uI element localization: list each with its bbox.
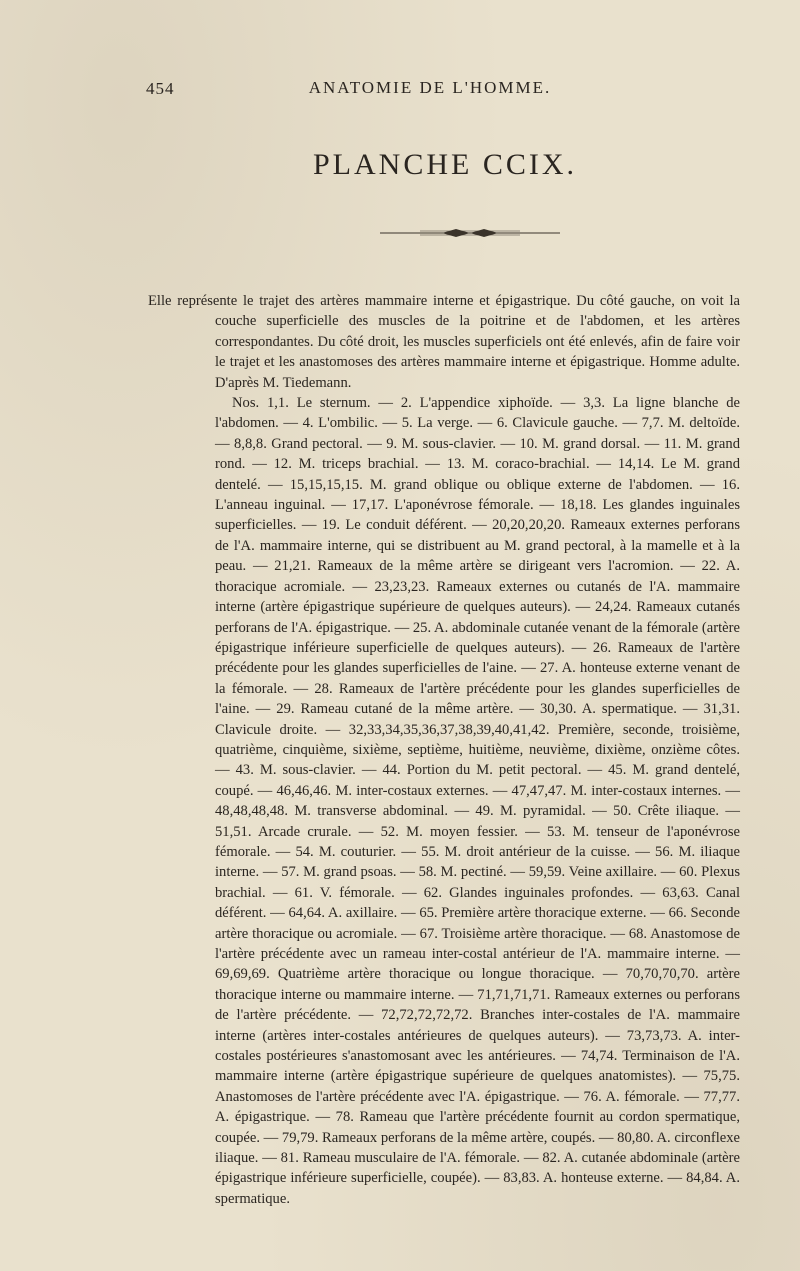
legend-paragraph: Nos. 1,1. Le sternum. — 2. L'appendice xiphoïde. — 3,3. La ligne blanche de l'abdomen. — 4. L'ombilic. — 5. La verge. — 6. Clavicule gauche. — 7,7. M. deltoïde. — 8,8,8. Grand pectoral. — 9. M. sous-clavier. — 10. M. grand dorsal. — 11. M. grand rond. — 12. M. triceps brachial. — 13. M. coraco-brachial. — 14,14. Le M. grand dentelé. — 15,15,15,15. M. grand oblique ou oblique externe de l'abdomen. — 16. L'anneau inguinal. — 17,17. L'aponévrose fémorale. — 18,18. Les glandes inguinales superficielles. — 19. Le conduit déférent. — 20,20,20,20. Rameaux externes perforans de l'A. mammaire interne, qui se distribuent au M. grand pectoral, à la mamelle et à la peau. — 21,21. Rameaux de la même artère se dirigeant vers l'acromion. — 22. A. thoracique acromiale. — 23,23,23. Rameaux externes ou cutanés de l'A. mammaire interne (artère épigastrique supérieure de quelques auteurs). — 24,24. Rameaux cutanés perforans de l'A. épigastrique. — 25. A. abdominale cutanée venant de la fémorale (artère épigastrique inférieure superficielle de quelques auteurs). — 26. Rameaux de l'artère précédente pour les glandes superficielles de l'aine. — 27. A. honteuse externe venant de la fémorale. — 28. Rameaux de l'artère précédente pour les glandes superficielles de l'aine. — 29. Rameau cutané de la même artère. — 30,30. A. spermatique. — 31,31. Clavicule droite. — 32,33,34,35,36,37,38,39,40,41,42. Première, seconde, troisième, quatrième, cinquième, sixième, septième, huitième, neuvième, dixième, onzième côtes. — 43. M. sous-clavier. — 44. Portion du M. petit pectoral. — 45. M. grand dentelé, coupé. — 46,46,46. M. inter-costaux externes. — 47,47,47. M. inter-costaux internes. — 48,48,48,48. M. transverse abdominal. — 49. M. pyramidal. — 50. Crête iliaque. — 51,51. Arcade crurale. — 52. M. moyen fessier. — 53. M. tenseur de l'aponévrose fémorale. — 54. M. couturier. — 55. M. droit antérieur de la cuisse. — 56. M. iliaque interne. — 57. M. grand psoas. — 58. M. pectiné. — 59,59. Veine axillaire. — 60. Plexus brachial. — 61. V. fémorale. — 62. Glandes inguinales profondes. — 63,63. Canal déférent. — 64,64. A. axillaire. — 65. Première artère thoracique externe. — 66. Seconde artère thoracique ou acromiale. — 67. Troisième artère thoracique. — 68. Anastomose de l'artère précédente avec un rameau inter-costal antérieur de l'A. mammaire interne. — 69,69,69. Quatrième artère thoracique ou longue thoracique. — 70,70,70,70. artère thoracique interne ou mammaire interne. — 71,71,71,71. Rameaux externes ou perforans de l'artère précédente. — 72,72,72,72,72. Branches inter-costales de l'A. mammaire interne (artères inter-costales antérieures de quelques auteurs). — 73,73,73. A. inter-costales postérieures s'anastomosant avec les antérieures. — 74,74. Terminaison de l'A. mammaire interne (artère épigastrique supérieure de quelques anatomistes). — 75,75. Anastomoses de l'artère précédente avec l'A. épigastrique. — 76. A. fémorale. — 77,77. A. épigastrique. — 78. Rameau que l'artère précédente fournit au cordon spermatique, coupée. — 79,79. Rameaux perforans de la même artère, coupés. — 80,80. A. circonflexe iliaque. — 81. Rameau musculaire de l'A. fémorale. — 82. A. cutanée abdominale (artère épigastrique inférieure superficielle, coupée). — 83,83. A. honteuse externe. — 84,84. A. spermatique. [215,395,740,1207]
plate-title: PLANCHE CCIX. [312,148,577,181]
plate-description [148,291,740,1209]
page-number: 454 [146,79,175,98]
running-title: ANATOMIE DE L'HOMME. [308,78,552,97]
intro-paragraph: Elle représente le trajet des artères mammaire interne et épigastrique. Du côté gauche, on voit la couche superficielle des muscles de la poitrine et de l'abdomen, et les artères correspondantes. Du côté droit, les muscles superficiels ont été enlevés, afin de faire voir le trajet et les anastomoses des artères mammaire interne et épigastrique. Homme adulte. D'après M. Tiedemann. [148,293,740,391]
title-ornament-rule [380,227,560,239]
